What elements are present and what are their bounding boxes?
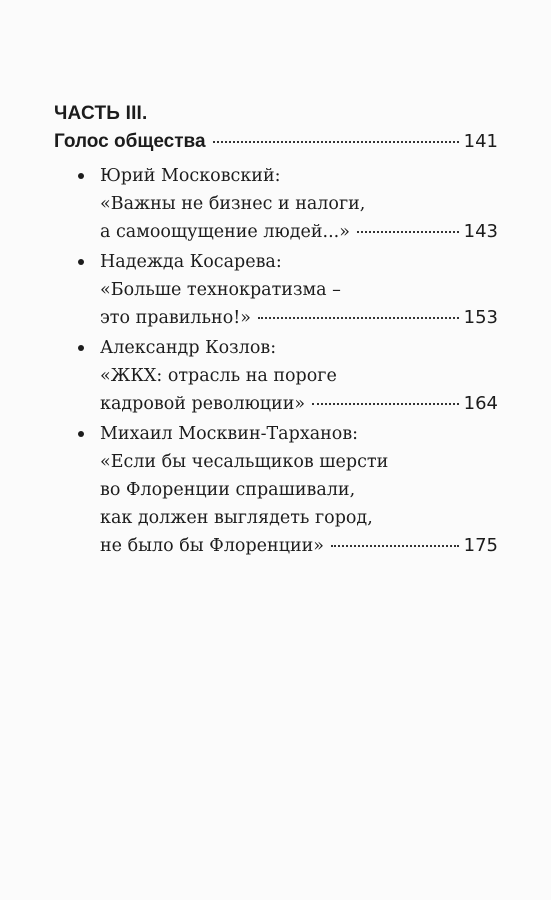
page-number: 141 (463, 131, 498, 152)
part-title: Голос общества (54, 131, 206, 152)
dot-leader (357, 231, 459, 233)
bullet-icon (78, 259, 84, 265)
bullet-icon (78, 345, 84, 351)
part-label: ЧАСТЬ III. (54, 103, 148, 124)
entry-title-line: не было бы Флоренции» (100, 536, 324, 556)
entry-title-line: кадровой революции» (100, 394, 306, 414)
entry-title-line: это правильно!» (100, 308, 251, 328)
entry-author: Надежда Косарева: (100, 252, 282, 272)
page-number: 175 (463, 535, 498, 556)
dot-leader (258, 317, 459, 319)
toc-entry (78, 334, 498, 418)
entry-title-line: «Если бы чесальщиков шерсти (100, 452, 389, 472)
page-number: 164 (463, 393, 498, 414)
entry-title-line: «ЖКХ: отрасль на пороге (100, 366, 337, 386)
bullet-icon (78, 431, 84, 437)
entry-title-line: «Важны не бизнес и налоги, (100, 194, 366, 214)
page-number: 153 (463, 307, 498, 328)
page-number: 143 (463, 221, 498, 242)
dot-leader (331, 545, 459, 547)
entry-title-line: «Больше технократизма – (100, 280, 341, 300)
entry-author: Александр Козлов: (100, 338, 277, 358)
entry-author: Юрий Московский: (100, 166, 281, 186)
dot-leader (213, 141, 459, 143)
entry-title-line: а самоощущение людей...» (100, 222, 350, 242)
toc-entry (78, 248, 498, 332)
part-title-row (54, 131, 498, 153)
bullet-icon (78, 173, 84, 179)
entry-title-line: как должен выглядеть город, (100, 508, 373, 528)
toc-entry (78, 420, 498, 560)
dot-leader (312, 403, 459, 405)
entry-author: Михаил Москвин-Тарханов: (100, 424, 359, 444)
entry-title-line: во Флоренции спрашивали, (100, 480, 356, 500)
toc-entry (78, 162, 498, 246)
